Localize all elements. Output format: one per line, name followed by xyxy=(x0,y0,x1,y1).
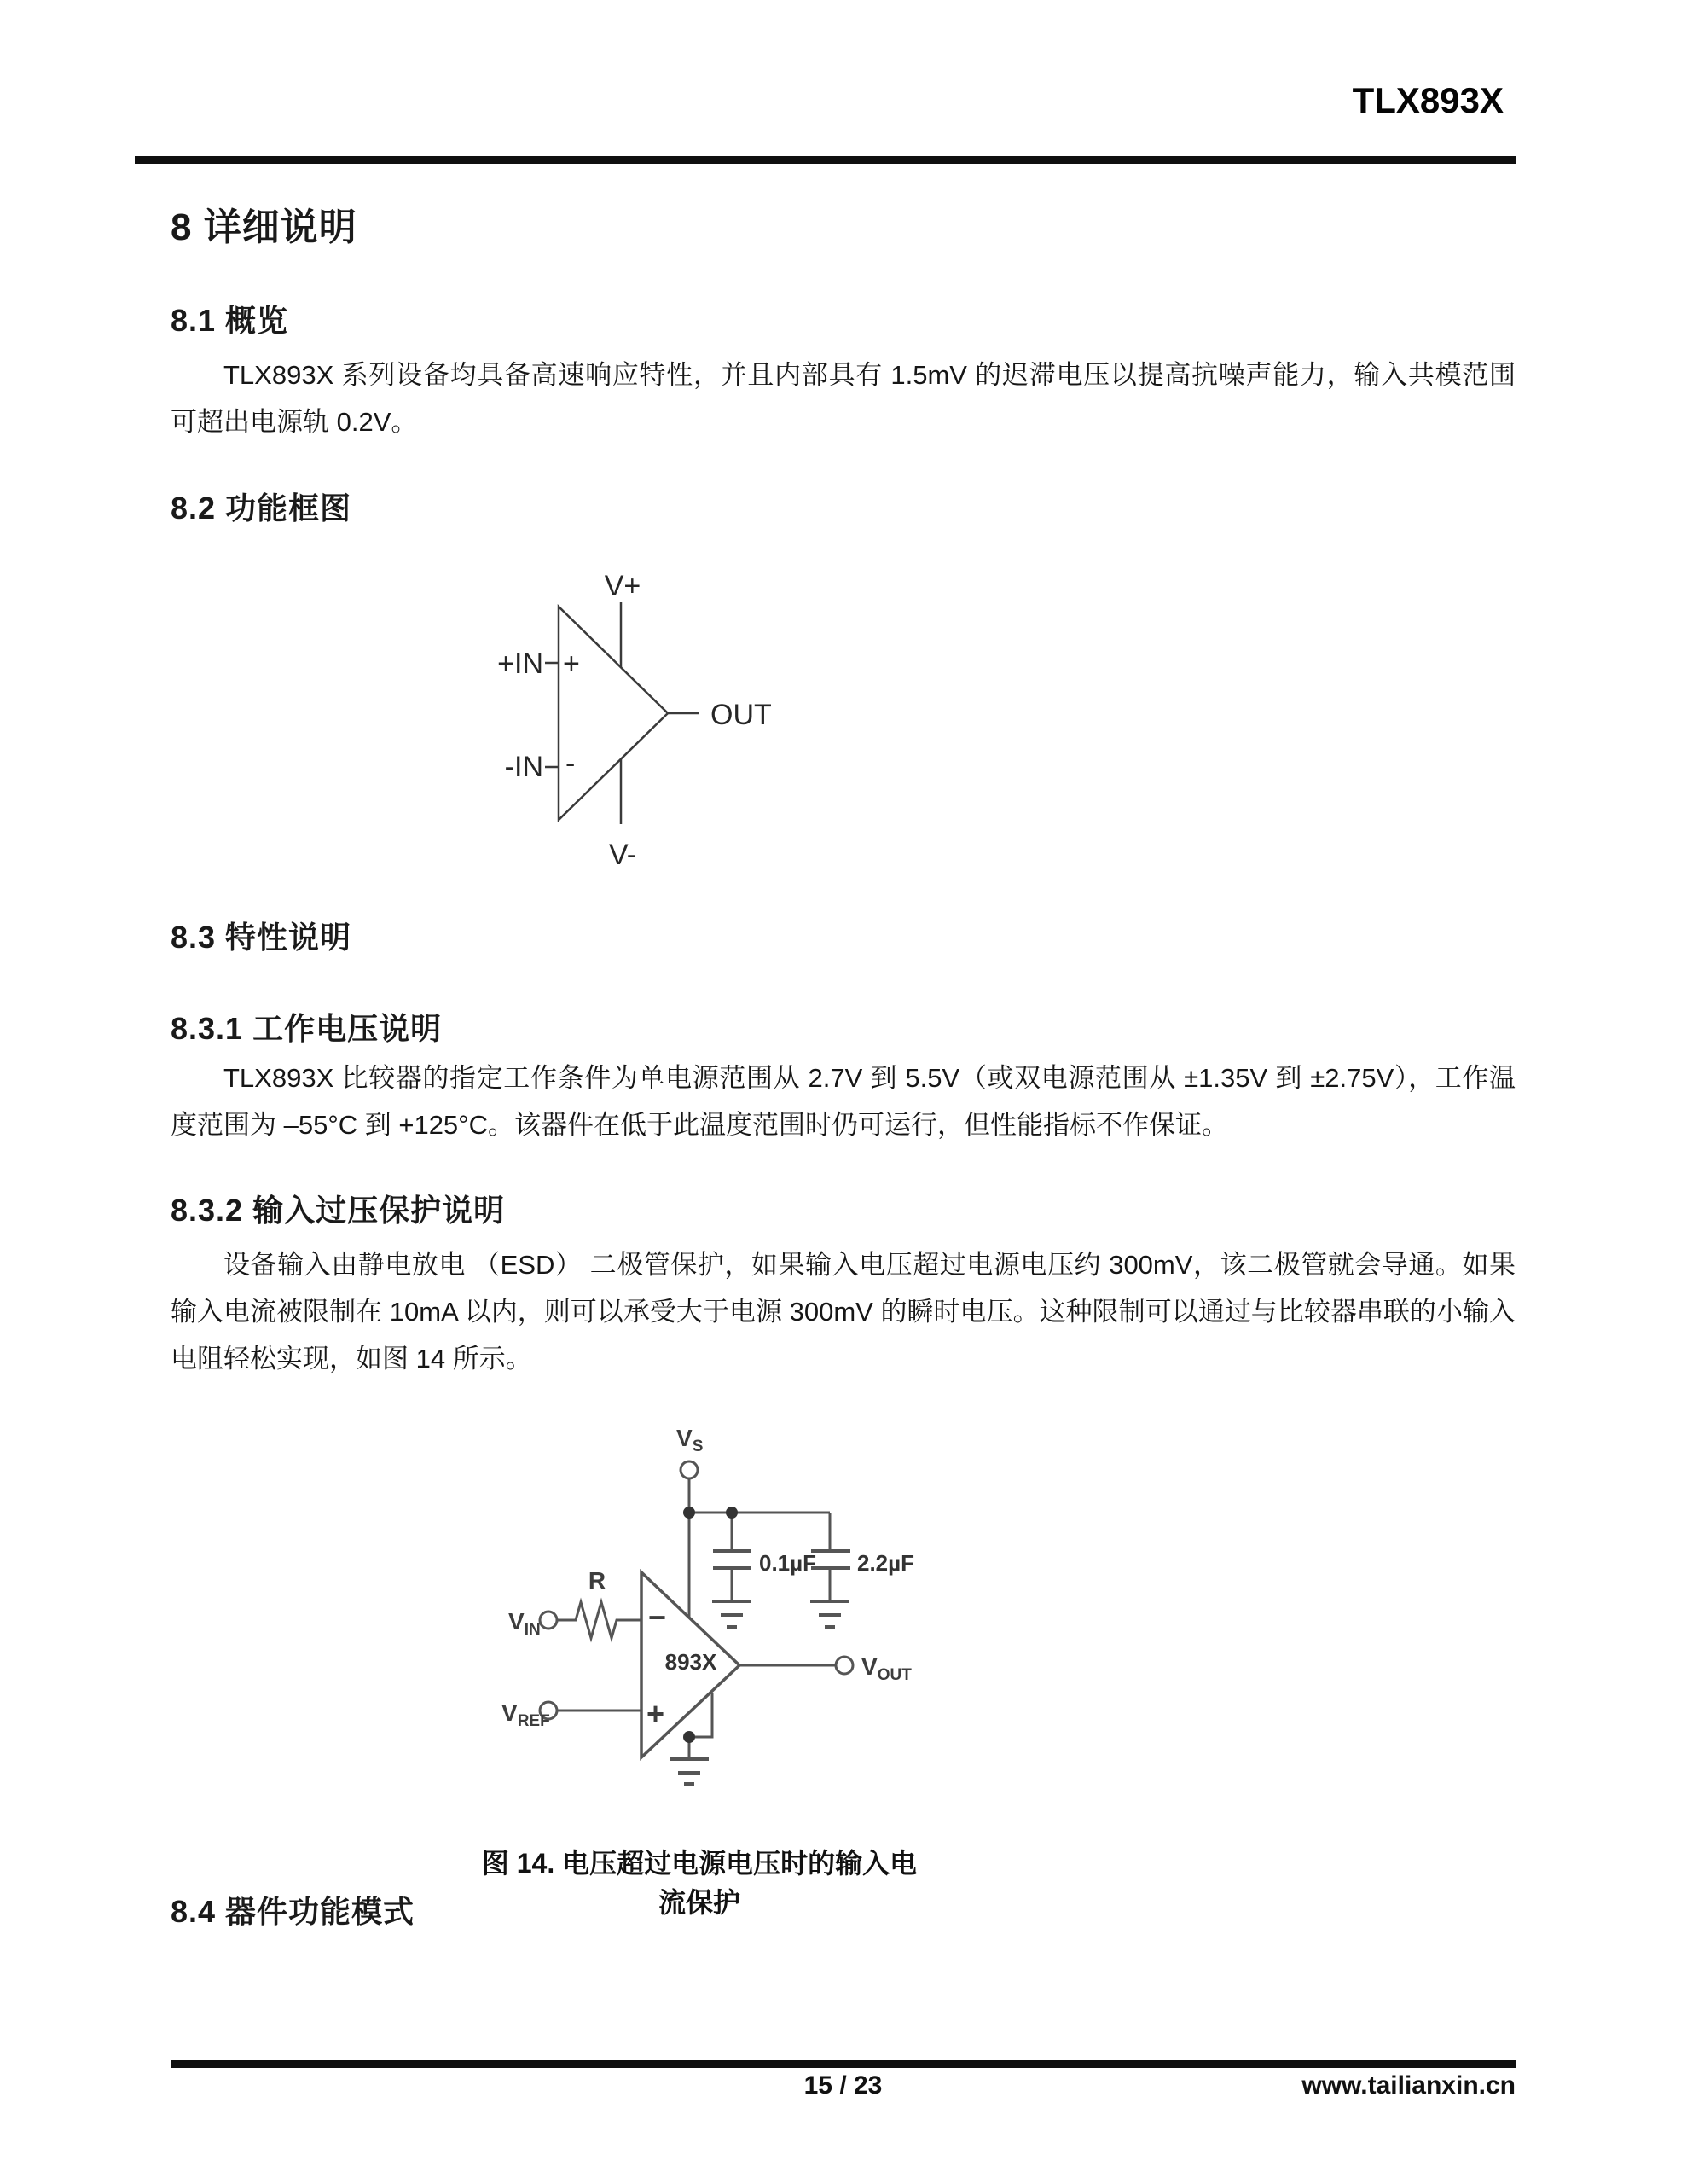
figure-14-caption: 图 14. 电压超过电源电压时的输入电流保护 xyxy=(481,1848,918,1918)
vout-label: $V_{OUT}$ xyxy=(861,1653,912,1684)
resistor-label: R xyxy=(588,1567,606,1594)
section-8-2-title: 8.2 功能框图 xyxy=(171,491,352,526)
in-plus-label: +IN xyxy=(497,648,543,680)
device-label: 893X xyxy=(664,1649,717,1675)
paragraph-8-1: TLX893X 系列设备均具备高速响应特性，并且内部具有 1.5mV 的迟滞电压以提高抗噪声能力，输入共模范围可超出电源轨 0.2V。 xyxy=(171,360,1516,437)
footer-url: www.tailianxin.cn xyxy=(1301,2071,1516,2100)
cap1-value-label: 0.1µF xyxy=(759,1550,817,1576)
junction-dots xyxy=(683,1507,738,1743)
resistor-symbol xyxy=(557,1602,641,1638)
vplus-label: V+ xyxy=(604,570,641,602)
document-title: TLX893X xyxy=(1352,80,1504,120)
ground-symbol-cap1 xyxy=(712,1601,751,1627)
noninverting-sign: + xyxy=(563,648,580,680)
vout-terminal xyxy=(836,1657,853,1674)
vin-terminal xyxy=(540,1612,557,1629)
out-label: OUT xyxy=(710,699,772,731)
section-8-1-title: 8.1 概览 xyxy=(171,303,289,338)
page-number: 15 / 23 xyxy=(803,2071,883,2100)
functional-block-diagram xyxy=(478,555,785,879)
section-8-3-1-title: 8.3.1 工作电压说明 xyxy=(171,1011,443,1046)
vminus-label: V- xyxy=(608,839,637,871)
footer-rule xyxy=(171,2060,1516,2068)
paragraph-8-3-1: TLX893X 比较器的指定工作条件为单电源范围从 2.7V 到 5.5V（或双电源范围从 ±1.35V 到 ±2.75V），工作温度范围为 –55°C 到 +125°C。该器件在低于此温度范围时仍可运行，但性能指标不作保证。 xyxy=(171,1063,1516,1140)
section-8-4-title: 8.4 器件功能模式 xyxy=(171,1894,415,1929)
comparator-triangle xyxy=(559,607,668,820)
inverting-sign: - xyxy=(565,747,576,780)
section-8-title: 8 详细说明 xyxy=(171,206,357,248)
gnd-return-wire xyxy=(689,1693,712,1737)
ground-symbol-cap2 xyxy=(810,1601,849,1627)
header-rule xyxy=(135,156,1516,164)
protection-circuit-diagram xyxy=(490,1408,925,1804)
comparator-symbol xyxy=(545,602,699,824)
section-8-3-2-title: 8.3.2 输入过压保护说明 xyxy=(171,1193,506,1228)
vs-terminal xyxy=(681,1461,698,1478)
paragraph-8-3-2: 设备输入由静电放电 （ESD） 二极管保护，如果输入电压超过电源电压约 300mV，该二极管就会导通。如果输入电流被限制在 10mA 以内，则可以承受大于电源 300mV 的瞬时电压。这种限制可以通过与比较器串联的小输入电阻轻松实现，如图 14 所示。 xyxy=(171,1250,1516,1374)
vref-label: $V_{REF}$ xyxy=(501,1699,550,1730)
noninverting-sign: + xyxy=(646,1696,665,1731)
cap2-value-label: 2.2µF xyxy=(857,1550,915,1576)
in-minus-label: -IN xyxy=(504,751,543,783)
circuit-wires xyxy=(540,1461,853,1759)
vin-label: $V_{IN}$ xyxy=(508,1608,541,1639)
vs-label: $V_S$ xyxy=(676,1425,704,1455)
ground-symbol-comparator xyxy=(670,1759,709,1784)
section-8-3-title: 8.3 特性说明 xyxy=(171,920,352,955)
inverting-sign: − xyxy=(648,1600,667,1635)
